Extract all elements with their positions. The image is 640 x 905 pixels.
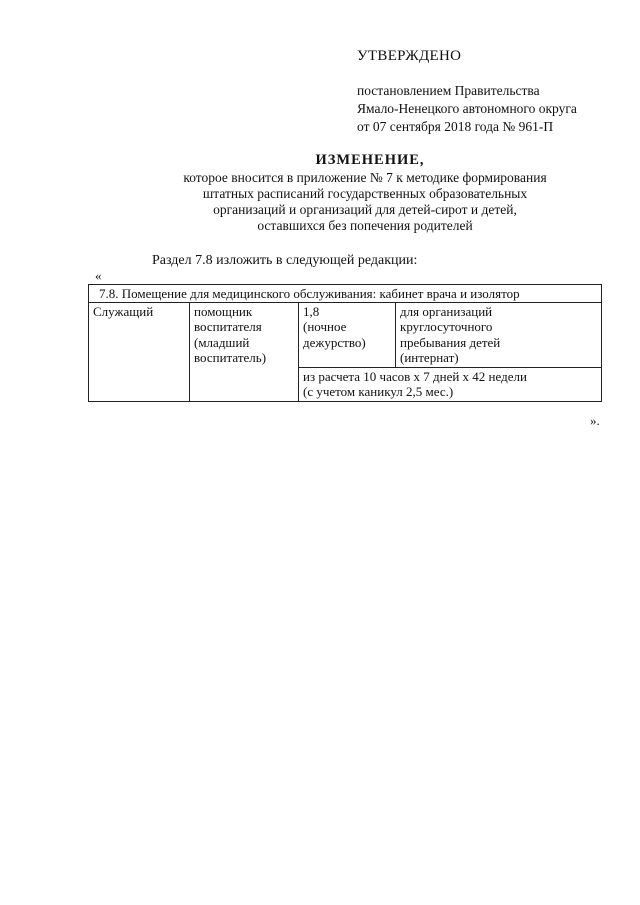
subtitle-line-4: оставшихся без попечения родителей — [257, 218, 473, 233]
position-line: воспитателя — [194, 319, 262, 334]
table-row — [89, 302, 602, 367]
cell-position — [190, 302, 299, 401]
cell-quantity — [299, 302, 396, 367]
calc-line: (с учетом каникул 2,5 мес.) — [303, 384, 454, 399]
cell-condition — [396, 302, 602, 367]
subtitle-line-3: организаций и организаций для детей-сирот и детей, — [213, 202, 517, 217]
position-line: помощник — [194, 303, 253, 319]
document-title: ИЗМЕНЕНИЕ, — [315, 152, 425, 168]
staffing-table — [88, 284, 602, 402]
table-header-cell: 7.8. Помещение для медицинского обслуживания: кабинет врача и изолятор — [89, 285, 602, 303]
quantity-line: дежурство) — [303, 334, 366, 350]
table-header-row — [89, 285, 602, 303]
cell-calculation — [299, 367, 602, 401]
approval-line-1: постановлением Правительства — [357, 83, 540, 98]
approval-line-3: от 07 сентября 2018 года № 961-П — [357, 119, 554, 134]
quote-open: « — [95, 268, 102, 283]
condition-line: пребывания детей — [400, 334, 501, 350]
position-line: (младший — [194, 334, 250, 350]
approval-line-2: Ямало-Ненецкого автономного округа — [357, 101, 577, 116]
condition-line: для организаций — [400, 303, 493, 319]
condition-line: (интернат) — [400, 350, 459, 365]
quantity-line: 1,8 — [303, 303, 320, 319]
section-intro: Раздел 7.8 изложить в следующей редакции: — [152, 253, 418, 268]
subtitle-line-1: которое вносится в приложение № 7 к методике формирования — [183, 170, 547, 185]
position-line: воспитатель) — [194, 350, 267, 365]
condition-line: круглосуточного — [400, 319, 493, 334]
quote-close: ». — [590, 413, 600, 428]
quantity-line: (ночное — [303, 319, 347, 334]
approval-heading: УТВЕРЖДЕНО — [357, 48, 462, 64]
subtitle-line-2: штатных расписаний государственных образовательных — [202, 186, 528, 201]
cell-category: Служащий — [89, 302, 190, 401]
calc-line: из расчета 10 часов х 7 дней х 42 недели — [303, 368, 527, 384]
